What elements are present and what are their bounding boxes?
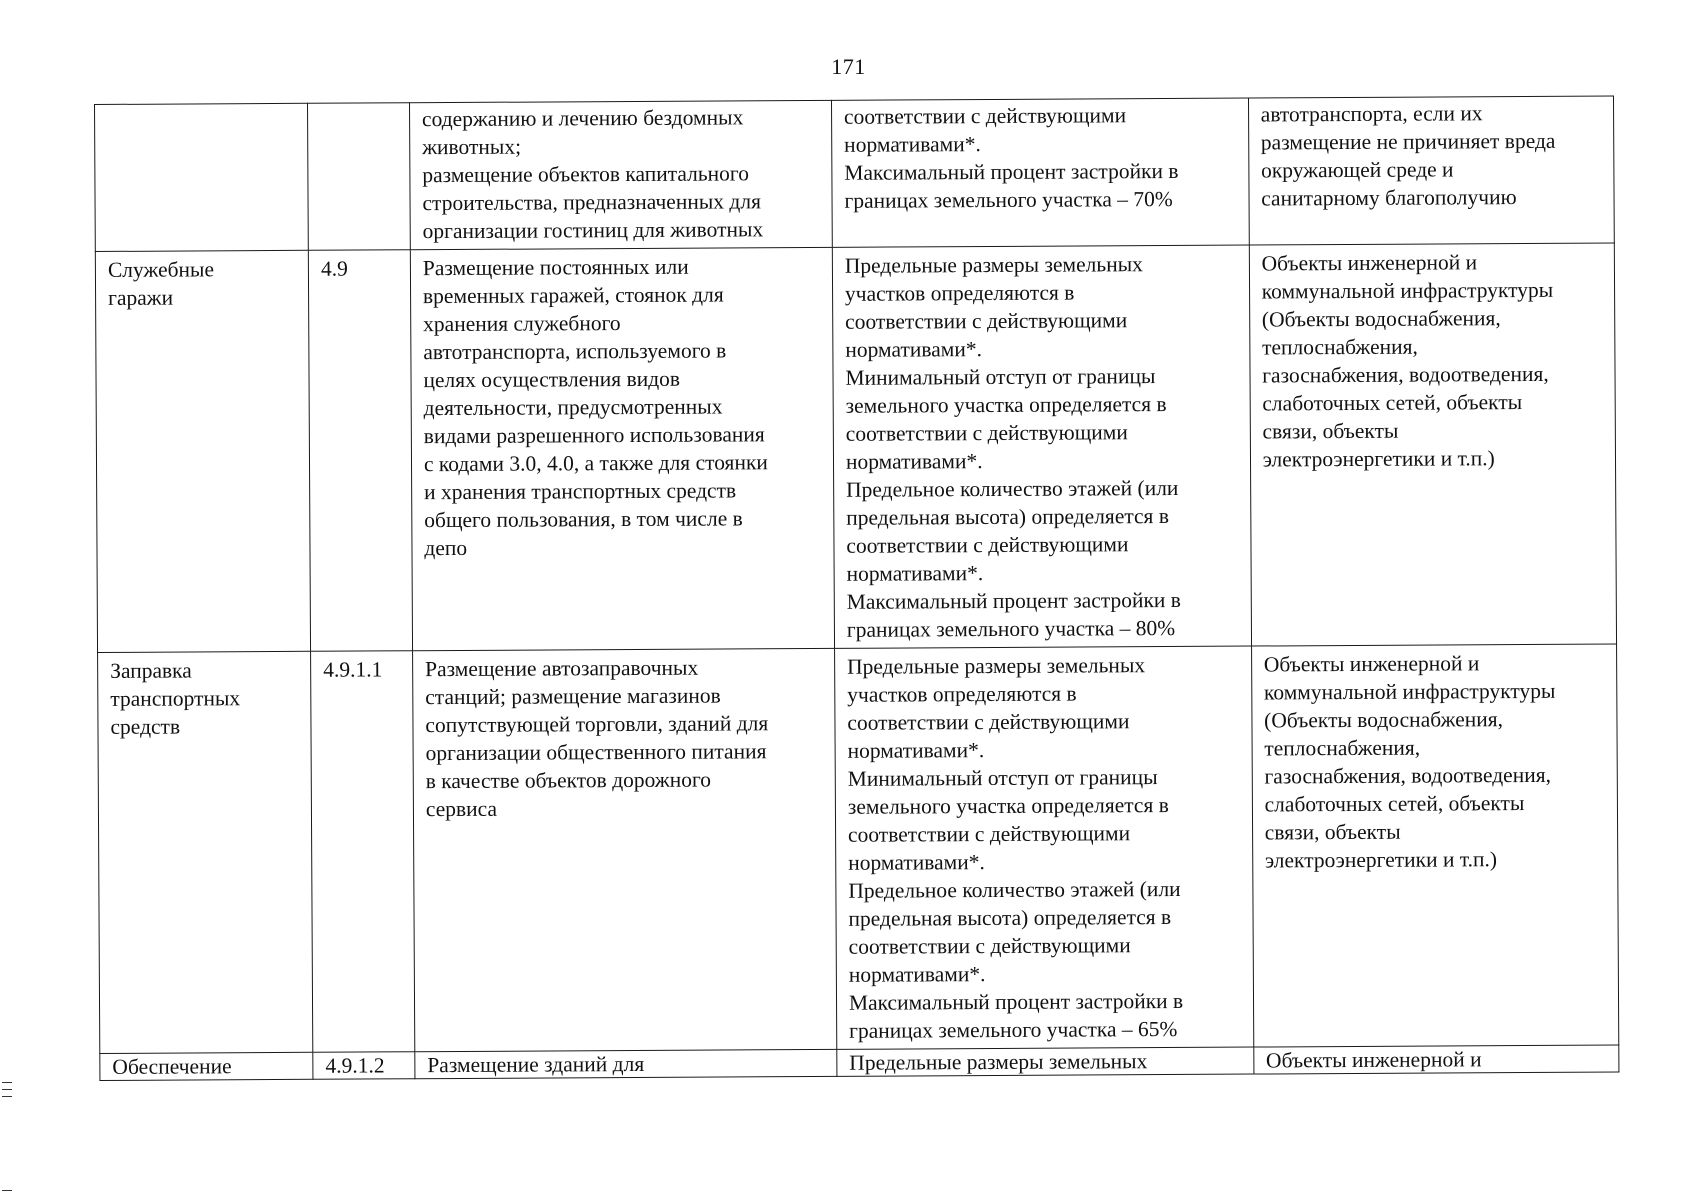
cell-text-line: нормативами*. xyxy=(847,738,985,763)
cell-text-line: Предельное количество этажей (или xyxy=(846,475,1179,502)
cell-text-line: целях осуществления видов xyxy=(423,366,681,393)
cell-text-line: нормативами*. xyxy=(846,561,984,586)
table-row xyxy=(98,644,1619,1053)
cell-text-line: предельная высота) определяется в xyxy=(848,904,1172,931)
cell-text-line: содержанию и лечению бездомных xyxy=(421,105,744,132)
cell-text-line: автотранспорта, если их xyxy=(1260,101,1483,127)
cell-text-line: Предельные размеры земельных xyxy=(844,252,1143,278)
cell-text-line: электроэнергетики и т.п.) xyxy=(1262,446,1495,472)
cell-text-line: Минимальный отступ от границы xyxy=(845,364,1156,390)
cell-text-line: соответствии с действующими xyxy=(845,308,1128,334)
cell-text-line: слаботочных сетей, объекты xyxy=(1264,791,1525,817)
cell-text-line: соответствии с действующими xyxy=(845,420,1128,446)
cell-text-line: границах земельного участка – 70% xyxy=(844,186,1173,213)
cell-text-line: сервиса xyxy=(425,796,498,822)
cell-text-line: временных гаражей, стоянок для xyxy=(422,282,724,309)
cell-text-line: хранения служебного xyxy=(423,311,621,337)
cell-text-line: 4.9 xyxy=(320,256,348,281)
cell-text-line: земельного участка определяется в xyxy=(847,793,1169,819)
cell-auxiliary-uses xyxy=(1251,644,1619,1047)
cell-text-line: нормативами*. xyxy=(848,850,985,875)
cell-text-line: размещение не причиняет вреда xyxy=(1260,128,1556,155)
cell-text-line: размещение объектов капитального xyxy=(422,161,750,188)
cell-code xyxy=(313,1052,415,1080)
cell-text-line: животных; xyxy=(422,134,522,160)
cell-text-line: теплоснабжения, xyxy=(1261,334,1418,360)
margin-scan-mark xyxy=(2,1089,12,1090)
cell-text-line: Предельное количество этажей (или xyxy=(848,876,1181,903)
margin-scan-mark xyxy=(2,1190,12,1191)
cell-text-line: строительства, предназначенных для xyxy=(422,189,761,216)
cell-auxiliary-uses xyxy=(1253,1045,1618,1074)
cell-code xyxy=(308,250,412,652)
cell-parameters xyxy=(834,646,1253,1049)
cell-text-line: Обеспечение xyxy=(112,1054,232,1079)
cell-text-line: организации гостиниц для животных xyxy=(422,217,764,244)
cell-text-line: сопутствующей торговли, зданий для xyxy=(425,711,769,738)
cell-text-line: станций; размещение магазинов xyxy=(425,683,721,710)
cell-text-line: Максимальный процент застройки в xyxy=(846,587,1181,614)
cell-text-line: соответствии с действующими xyxy=(847,709,1130,735)
cell-text-line: участков определяются в xyxy=(847,681,1077,707)
cell-auxiliary-uses xyxy=(1249,243,1617,646)
cell-text-line: Минимальный отступ от границы xyxy=(847,765,1158,791)
cell-text-line: 4.9.1.2 xyxy=(325,1053,385,1078)
cell-text-line: средств xyxy=(110,714,181,739)
cell-name xyxy=(98,651,313,1053)
cell-text-line: Заправка xyxy=(110,658,192,683)
cell-text-line: гаражи xyxy=(108,285,174,310)
cell-description xyxy=(409,100,832,249)
cell-text-line: Размещение зданий для xyxy=(427,1051,645,1078)
cell-text-line: коммунальной инфраструктуры xyxy=(1263,678,1556,705)
margin-scan-mark xyxy=(2,1082,12,1083)
cell-text-line: Максимальный процент застройки в xyxy=(848,988,1184,1015)
cell-text-line: соответствии с действующими xyxy=(846,532,1129,558)
cell-text-line: участков определяются в xyxy=(844,280,1075,306)
cell-text-line: коммунальной инфраструктуры xyxy=(1261,277,1554,304)
cell-auxiliary-uses xyxy=(1248,96,1614,245)
cell-text-line: Объекты инженерной и xyxy=(1265,1047,1482,1073)
cell-parameters xyxy=(831,98,1249,247)
cell-text-line: связи, объекты xyxy=(1262,418,1399,444)
cell-text-line: общего пользования, в том числе в xyxy=(424,506,743,533)
cell-text-line: Размещение автозаправочных xyxy=(425,655,699,682)
cell-description xyxy=(412,648,836,1051)
margin-scan-mark xyxy=(2,1096,12,1097)
cell-text-line: границах земельного участка – 80% xyxy=(846,615,1176,642)
cell-text-line: 4.9.1.1 xyxy=(323,657,383,682)
cell-text-line: Объекты инженерной и xyxy=(1261,250,1478,276)
cell-text-line: нормативами*. xyxy=(845,449,983,474)
cell-text-line: депо xyxy=(424,535,468,561)
cell-code xyxy=(311,651,415,1053)
cell-text-line: соответствии с действующими xyxy=(848,933,1131,959)
cell-text-line: газоснабжения, водоотведения, xyxy=(1264,762,1552,789)
cell-text-line: деятельности, предусмотренных xyxy=(423,394,723,421)
cell-text-line: предельная высота) определяется в xyxy=(846,504,1170,530)
cell-text-line: Предельные размеры земельных xyxy=(849,1049,1148,1075)
cell-text-line: электроэнергетики и т.п.) xyxy=(1264,847,1498,873)
cell-text-line: соответствии с действующими xyxy=(847,821,1131,847)
cell-name xyxy=(95,250,310,652)
cell-text-line: транспортных xyxy=(110,686,241,711)
cell-description xyxy=(410,247,834,650)
cell-text-line: Предельные размеры земельных xyxy=(846,653,1146,679)
cell-text-line: Размещение постоянных или xyxy=(422,254,689,281)
cell-text-line: окружающей среде и xyxy=(1260,157,1454,183)
cell-text-line: организации общественного питания xyxy=(425,739,767,766)
cell-text-line: (Объекты водоснабжения, xyxy=(1264,707,1504,733)
cell-text-line: земельного участка определяется в xyxy=(845,392,1167,418)
cell-text-line: Объекты инженерной и xyxy=(1263,651,1480,677)
cell-text-line: нормативами*. xyxy=(845,337,983,362)
cell-name xyxy=(100,1052,313,1080)
cell-text-line: с кодами 3.0, 4.0, а также для стоянки xyxy=(423,450,768,477)
cell-code xyxy=(308,103,411,251)
cell-text-line: нормативами*. xyxy=(848,962,986,987)
cell-parameters xyxy=(837,1047,1254,1076)
cell-text-line: в качестве объектов дорожного xyxy=(425,767,712,794)
table-row xyxy=(95,243,1616,652)
table-row xyxy=(95,96,1615,251)
cell-text-line: теплоснабжения, xyxy=(1264,735,1421,761)
cell-text-line: Максимальный процент застройки в xyxy=(844,158,1179,185)
cell-description xyxy=(415,1049,837,1078)
land-use-table xyxy=(94,96,1619,1081)
page-number: 171 xyxy=(831,54,866,79)
cell-text-line: Служебные xyxy=(107,257,215,282)
cell-text-line: видами разрешенного использования xyxy=(423,422,765,449)
cell-parameters xyxy=(832,245,1251,648)
cell-text-line: соответствии с действующими xyxy=(843,103,1127,129)
cell-text-line: нормативами*. xyxy=(844,132,981,157)
cell-text-line: (Объекты водоснабжения, xyxy=(1261,306,1501,332)
cell-text-line: санитарному благополучию xyxy=(1261,185,1517,211)
cell-text-line: и хранения транспортных средств xyxy=(424,478,737,505)
cell-text-line: автотранспорта, используемого в xyxy=(423,338,727,365)
cell-name xyxy=(95,103,309,251)
cell-text-line: слаботочных сетей, объекты xyxy=(1262,390,1523,416)
cell-text-line: связи, объекты xyxy=(1264,819,1401,845)
cell-text-line: границах земельного участка – 65% xyxy=(849,1016,1178,1043)
cell-text-line: газоснабжения, водоотведения, xyxy=(1262,361,1549,388)
